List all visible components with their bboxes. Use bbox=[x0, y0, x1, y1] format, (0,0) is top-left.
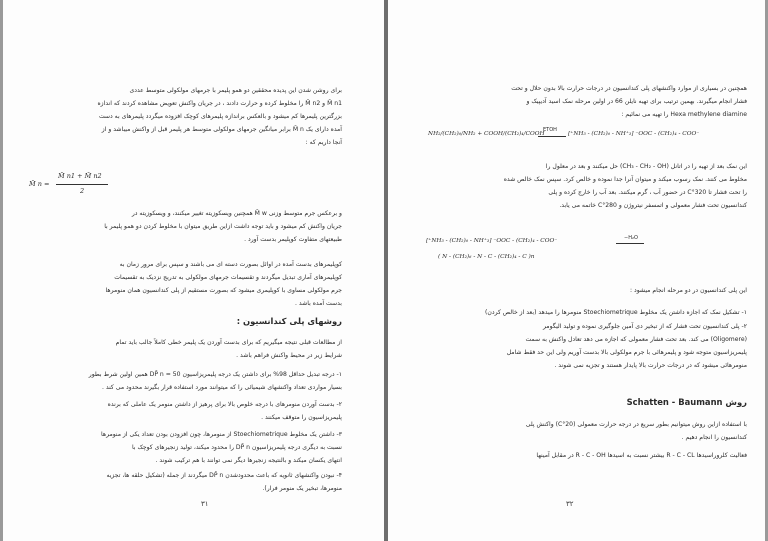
formula-numerator: M̄ n1 + M̄ n2 bbox=[58, 172, 102, 180]
paragraph-line: و برعکس جرم متوسط وزنی M̄ w همچنین ویسکوزیته تغییر میکنند، و ویسکوزیته در bbox=[131, 210, 342, 217]
paragraph-line: بدست آمده باشد . bbox=[295, 300, 342, 307]
paragraph-line: این نمک بعد از تهیه را در اتانل (CH₃ - CH₂ - OH) حل میکنند و بعد در معلول را bbox=[545, 163, 747, 170]
reaction-arrow bbox=[538, 136, 566, 137]
reaction-arrow-label: ETOH bbox=[543, 127, 557, 133]
paragraph-line: بزرگترین پلیمرها کم میشود و بالعکس براندازه پلیمرهای کوچک افزوده میگردد پلیمرهای به دست bbox=[98, 113, 342, 120]
paragraph-line: فعالیت کلروراسیدها R - C - CL بیشتر نسبت به اسیدها R - C - OH در مقابل آمینها bbox=[536, 452, 747, 459]
formula-denominator: 2 bbox=[80, 187, 85, 195]
paragraph-line: از مطالعات قبلی نتیجه میگیریم که برای بدست آوردن یک پلیمر خطی کاملاً جالب باید تمام bbox=[115, 339, 342, 346]
right-page bbox=[388, 0, 765, 541]
list-item: بسیار مواردی تعداد واکنشهای شیمیائی را که میتوانند مورد استفاده قرار بگیرند محدود می کند . bbox=[102, 384, 342, 391]
paragraph-line: طبیعتهای متفاوت کوپلیمر بدست آورد . bbox=[244, 236, 342, 243]
reaction-product: [⁺NH₃ - (CH₂)₆ - NH⁺₃] ⁻OOC - (CH₂)₄ - COO⁻ bbox=[568, 131, 700, 137]
page-number: ۳۲ bbox=[566, 500, 574, 508]
list-item: ۱- درجه تبدیل حداقل 98% برای داشتن یک درجه پلیمریزاسیون 50 = DP̄ n همین اولین شرط بطور bbox=[88, 371, 342, 378]
list-item: ۳- داشتن یک مخلوط Stoechiometrique از منومرها، چون افزودن بودن تعداد یکی از منومرها bbox=[101, 431, 342, 438]
left-page bbox=[3, 0, 384, 541]
paragraph-line: M̄ n1 و M̄ n2 را مخلوط کرده و حرارت دادند ، در جریان واکنش تعویض مشاهده کردند که اندازه bbox=[97, 100, 342, 107]
paragraph-line: (Oligomere) می کند. بعد تحت فشار معمولی که اجازه می دهد تعادل واکنش به سمت bbox=[525, 336, 747, 343]
list-item: منومرها، تبخیر یک منومر فرار). bbox=[262, 485, 342, 492]
list-item: پلیمریزاسیون را متوقف میکنند . bbox=[261, 414, 342, 421]
paragraph-line: کندانسیون تحت فشار معمولی و اتمسفر نیتروژن و 280°C خاتمه می یابد. bbox=[559, 202, 747, 209]
paragraph-line: برای روشن شدن این پدیده محققین دو همو پلیمر با جرمهای مولکولی متوسط عددی bbox=[129, 87, 342, 94]
paragraph-line: آنجا داریم که : bbox=[305, 139, 342, 146]
list-item: ۴- نبودن واکنشهای ثانویه که باعث محدودشدن DP̄ n میگردند از جمله (تشکیل حلقه ها، تجزیه bbox=[106, 472, 342, 479]
paragraph-line: این پلی کندانسیون در دو مرحله انجام میشود : bbox=[630, 287, 747, 294]
paragraph-line: همچنین در بسیاری از موارد واکنشهای پلی کندانسیون در درجات حرارت بالا بدون حلال و تحت bbox=[511, 85, 747, 92]
paragraph-line: کوپلیمرهای بدست آمده در اوائل بصورت دسته ای می باشند و سپس برای مرور زمان به bbox=[119, 261, 342, 268]
reaction-salt: [⁺NH₃ - (CH₂)₆ - NH⁺₃] ⁻OOC - (CH₂)₄ - COO⁻ bbox=[426, 238, 558, 244]
list-item: ۲- پلی کندانسیون تحت فشار که از تبخیر دی آمین جلوگیری نموده و تولید الیگومر bbox=[542, 323, 747, 330]
paragraph-line: کندانسیون را انجام دهیم . bbox=[681, 434, 747, 441]
list-item: ۲- بدست آوردن منومرهای با درجه خلوص بالا برای پرهیز از داشتن منومر یک عاملی که برنده bbox=[107, 401, 342, 408]
paragraph-line: جرم مولکولی مساوی با کوپلیمری میشود که بصورت مستقیم از پلی کندانسیون همان منومرها bbox=[105, 287, 342, 294]
paragraph-line: شرایط زیر در محیط واکنش فراهم باشد . bbox=[236, 352, 342, 359]
formula-lhs: M̄ n = bbox=[29, 180, 50, 188]
paragraph-line: با استفاده ازاین روش میتوانیم بطور سریع در درجه حرارت معمولی (20°C) واکنش پلی bbox=[525, 421, 747, 428]
paragraph-line: کوپلیمرهای آماری تبدیل میگردند و تقسیمات جرمهای مولکولی به تدریج نزدیک به تقسیمات bbox=[114, 274, 342, 281]
paragraph-line: جریان واکنش کم میشود و باید توجه داشت ازاین طریق میتوان با مخلوط کردن دو همو پلیمر با bbox=[104, 223, 342, 230]
section-heading: روش Schatten - Baumann bbox=[626, 397, 747, 407]
list-item: ۱- تشکیل نمک که اجازه داشتن یک مخلوط Stoechiometrique منومرها را میدهد (بعد از خالص کردن) bbox=[485, 309, 747, 316]
reaction-arrow-label: −H₂O bbox=[624, 235, 638, 241]
paragraph-line: پلیمریزاسیون متوجه شود و پلیمرهائی با جرم مولکولی بالا بدست آوریم ولی این حد فقط شامل bbox=[506, 349, 747, 356]
reaction-arrow bbox=[616, 243, 644, 244]
paragraph-line: را تحت فشار تا 320°C در حضور آب ، گرم میکنند. بعد آب را خارج کرده و پلی bbox=[548, 189, 747, 196]
list-item: انتهای یکسان میکند و بالنتیجه زنجیرها دیگر نمی توانند با هم ترکیب شوند . bbox=[155, 457, 342, 464]
paragraph-line: فشار انجام میگیرند. بهمین ترتیب برای تهیه نایلن 66 در اولین مرحله نمک اسید آدیپیک و bbox=[526, 98, 747, 105]
reaction-polymer: ( N - (CH₂)₆ - N - C - (CH₂)₄ - C )n bbox=[438, 254, 535, 260]
list-item: نسبت به دیگری درجه پلیمریزاسیون DP̄ n را محدود میکند، تولید زنجیرهای کوچک با bbox=[131, 444, 342, 451]
page-number: ۳۱ bbox=[201, 500, 209, 508]
paragraph-line: Hexa methylene diamine را تهیه می نمائیم : bbox=[621, 111, 747, 118]
paragraph-line: منومرهائی میشود که در درجات حرارت بالا پایدار هستند و تجزیه نمی شوند . bbox=[554, 362, 747, 369]
section-heading: روشهای پلی کندانسیون : bbox=[236, 316, 342, 326]
paragraph-line: مخلوط می کنند. نمک رسوب میکند و میتوان آنرا جدا نموده و خالص کرد. سپس نمک خالص شده bbox=[503, 176, 747, 183]
paragraph-line: آمده دارای یک M̄ n برابر میانگین جرمهای مولکولی متوسط هر پلیمر قبل از واکنش میباشد و از bbox=[101, 126, 342, 133]
reaction-reactants: NH₂/(CH₂)₆/NH₂ + COOH/(CH₂)₄/COOH bbox=[428, 131, 545, 137]
